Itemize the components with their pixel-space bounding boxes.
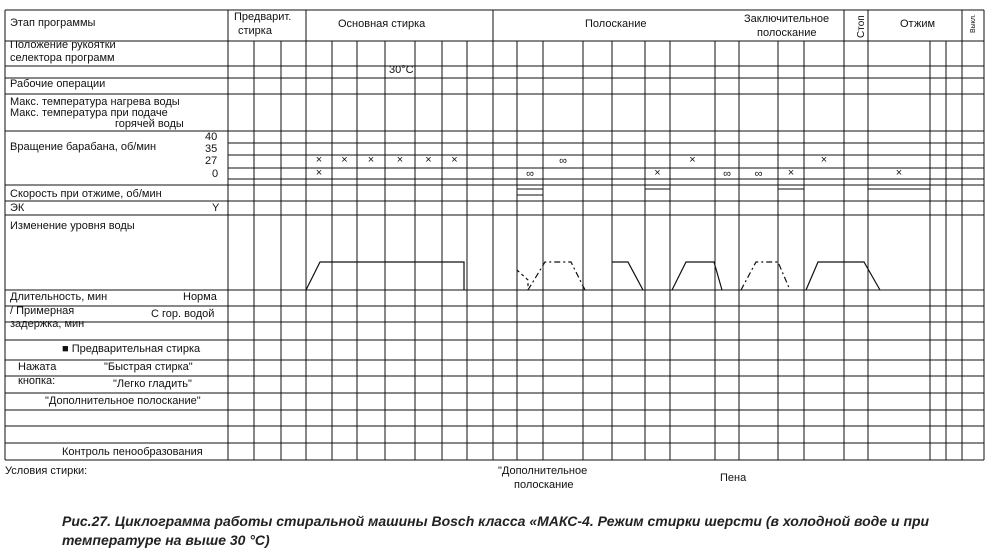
drum-infinity-0: ∞	[526, 168, 534, 180]
conditions-extra-1: "Дополнительное	[498, 465, 588, 477]
norm-label: Норма	[183, 291, 217, 303]
table-cells	[316, 154, 902, 180]
drum-cross-27: ×	[820, 154, 828, 166]
drum-infinity-27: ∞	[559, 155, 567, 167]
group-prewash-2: стирка	[238, 25, 272, 37]
table-grid	[5, 10, 984, 460]
drum-label: Вращение барабана, об/мин	[10, 141, 157, 153]
conditions-label: Условия стирки:	[5, 465, 88, 477]
temp-max-label: Макс. температура нагрева воды	[10, 96, 180, 108]
duration-label-2: / Примерная	[10, 305, 75, 317]
drum-cross-0: ×	[315, 167, 323, 179]
drum-cross-27: ×	[689, 154, 696, 166]
easy-iron-label: "Легко гладить"	[113, 378, 192, 390]
drum-cross-27: ×	[341, 154, 348, 166]
drum-infinity-0: ∞	[754, 168, 763, 180]
group-main-wash: Основная стирка	[338, 18, 426, 30]
water-label: Изменение уровня воды	[10, 220, 135, 232]
ek-y-label: Y	[212, 202, 220, 214]
group-prewash-1: Предварит.	[234, 11, 292, 23]
water-level-rinse-19	[741, 262, 790, 290]
group-spin: Отжим	[900, 18, 936, 30]
water-level-final	[806, 262, 880, 290]
group-rinse: Полоскание	[585, 18, 647, 30]
quick-wash-label: "Быстрая стирка"	[104, 361, 193, 373]
ops-label: Рабочие операции	[10, 78, 106, 90]
drum-level-35: 35	[205, 143, 218, 155]
hot-water-label: С гор. водой	[151, 308, 215, 320]
drum-cross-27: ×	[367, 154, 375, 166]
pressed-label-1: Нажата	[18, 361, 57, 373]
knob-label-1: Положение рукоятки	[10, 39, 116, 51]
water-level-diagram	[306, 262, 880, 290]
knob-label-2: селектора программ	[10, 52, 115, 64]
group-final-rinse-1: Заключительное	[744, 13, 830, 25]
water-level-rinse-15	[612, 262, 643, 290]
drum-level-40: 40	[205, 131, 218, 143]
foam-control-label: Контроль пенообразования	[62, 446, 203, 458]
extra-rinse-label: "Дополнительное полоскание"	[45, 395, 201, 407]
duration-label-1: Длительность, мин	[10, 291, 108, 303]
water-level-rinse-13	[528, 262, 585, 290]
temp-hot-label-2: горячей воды	[115, 118, 184, 130]
conditions-extra-2: полоскание	[514, 479, 574, 491]
spin-label: Скорость при отжиме, об/мин	[10, 188, 162, 200]
prewash-label: ■ Предварительная стирка	[62, 343, 201, 355]
drum-level-27: 27	[205, 155, 218, 167]
pressed-label-2: кнопка:	[18, 375, 56, 387]
temp-30-label: 30°C	[389, 64, 414, 76]
drum-cross-27: ×	[451, 154, 458, 166]
drum-cross-27: ×	[396, 154, 404, 166]
drum-cross-27: ×	[315, 154, 323, 166]
drum-cross-0: ×	[654, 167, 661, 179]
drum-cross-0: ×	[787, 167, 795, 179]
drum-level-0: 0	[212, 168, 219, 180]
drum-cross-27: ×	[425, 154, 432, 166]
duration-label-3: задержка, мин	[10, 318, 85, 330]
temp-hot-label-1: Макс. температура при подаче	[10, 107, 168, 119]
water-level-rinse-dash-1	[517, 270, 528, 290]
drum-cross-0: ×	[895, 167, 903, 179]
group-stop: Стоп	[856, 15, 867, 38]
stage-header-label: Этап программы	[10, 17, 96, 29]
drum-infinity-0: ∞	[723, 168, 731, 180]
figure-caption: Рис.27. Циклограмма работы стиральной машины Bosch класса «МАКС-4. Режим стирки шерсти (в холодной воде и при температуре на выше 30 °С)	[62, 513, 930, 548]
conditions-foam: Пена	[720, 472, 747, 484]
ek-label: ЭК	[10, 202, 25, 214]
group-final-rinse-2: полоскание	[757, 27, 817, 39]
group-off: Выкл.	[970, 14, 977, 33]
